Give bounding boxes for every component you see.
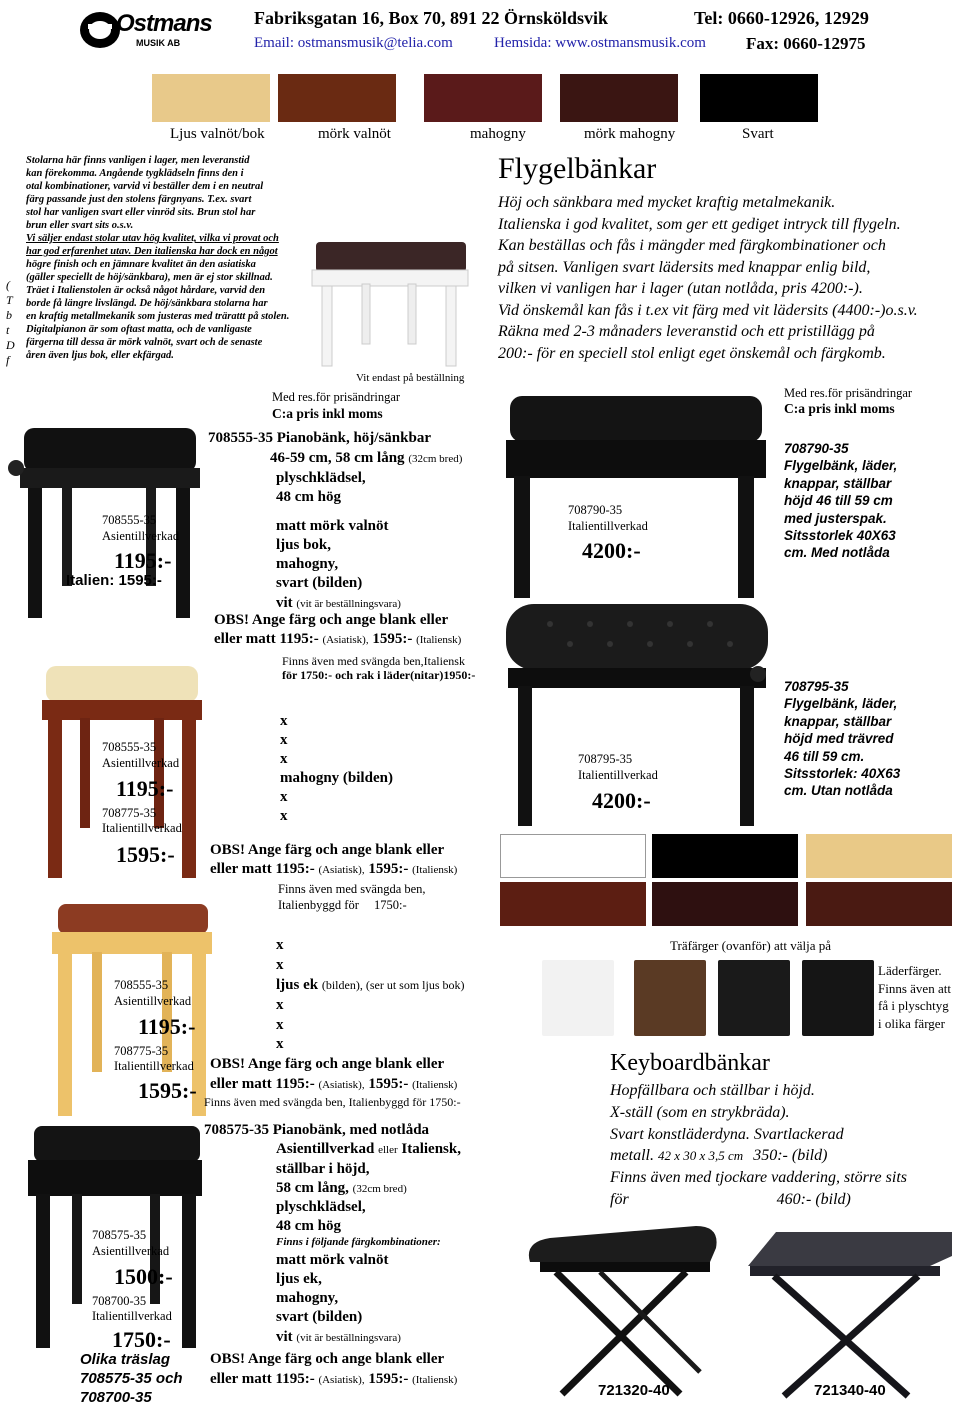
- leather-color-swatch: [542, 960, 614, 1036]
- flygel-line: på sitsen. Vanligen svart lädersits med knappar enlig bild,: [498, 258, 871, 276]
- flygel-line: Vid önskemål kan fås i t.ex vit färg med vit lädersits (4400:-)o.s.v.: [498, 301, 918, 319]
- bench4-line2a: Asientillverkad: [276, 1141, 375, 1157]
- option-line: med justerspak.: [784, 510, 887, 526]
- flygel-color-swatch: [500, 882, 646, 926]
- bench4-line5: plyschklädsel,: [276, 1199, 366, 1215]
- option-line: 708575-35 och: [80, 1370, 183, 1387]
- bench1-obs2-mid: 1595:-: [372, 631, 413, 647]
- leather-color-swatch: [634, 960, 706, 1036]
- bench4-line2c: Italiensk,: [401, 1141, 461, 1157]
- intro-note-line: borde få längre livslängd. De höj/sänkbara stolarna har: [26, 298, 268, 309]
- bench2-obs2: [210, 861, 457, 878]
- bench1-options: [276, 469, 389, 593]
- bench4-origin2: Italientillverkad: [92, 1309, 172, 1323]
- bench3-origin1: Asientillverkad: [114, 994, 192, 1008]
- option-line: ljus bok,: [276, 537, 332, 553]
- intro-note-line: har god erfarenhet utav. Den italienska har dock en något: [26, 246, 278, 257]
- bench2-extra2a: Italienbyggd för: [278, 898, 359, 912]
- intro-note-line: en kraftig metallmekanik som justeras med trärattt på stolen.: [26, 311, 290, 322]
- header-address: Fabriksgatan 16, Box 70, 891 22 Örnsköldsvik: [254, 8, 609, 28]
- bench4-line2: [276, 1141, 461, 1158]
- bench4-line4-small: (32cm bred): [352, 1183, 407, 1195]
- bench2-extra1: Finns även med svängda ben,: [278, 882, 426, 896]
- flygel-line: Räkna med 2-3 månaders leveranstid och ett pristillägg på: [498, 323, 875, 340]
- flygel-description: [498, 192, 918, 364]
- header-website[interactable]: Hemsida: www.ostmansmusik.com: [494, 35, 706, 51]
- option-line: mahogny (bilden): [280, 770, 393, 786]
- bench1-obs2-small1: (Asiatisk),: [322, 634, 369, 646]
- option-line: 46 till 59 cm.: [784, 748, 865, 764]
- bench2-obs2-small2: (Italiensk): [412, 864, 458, 876]
- bench1-vit: [276, 595, 401, 612]
- flygel1-photo: [500, 388, 770, 602]
- header-email[interactable]: Email: ostmansmusik@telia.com: [254, 35, 453, 51]
- bench2-obs2-small1: (Asiatisk),: [318, 864, 365, 876]
- option-line: knappar, ställbar: [784, 475, 892, 491]
- bench3-price1: 1195:-: [138, 1014, 196, 1039]
- bench1-vit-main: vit: [276, 595, 293, 611]
- side-letter: (: [6, 278, 10, 292]
- intro-note: [26, 154, 296, 362]
- bench1-obs1: OBS! Ange färg och ange blank eller: [214, 612, 449, 628]
- bench4-vit: [276, 1329, 401, 1346]
- bench4-colors: [276, 1251, 389, 1327]
- price-note-left-line2: C:a pris inkl moms: [272, 406, 383, 421]
- keyboard-line2: X-ställ (som en strykbräda).: [610, 1104, 790, 1121]
- intro-note-line: (gäller speciellt de höj/sänkbara), men är ej stor skillnad.: [26, 272, 273, 283]
- flygel2-code: 708795-35: [578, 752, 633, 766]
- option-line: matt mörk valnöt: [276, 518, 389, 534]
- intro-note-line: högre finish och en jämnare kvalitet än den asiatiska: [26, 259, 256, 270]
- bench1-label-origin: Asientillverkad: [102, 529, 180, 543]
- keyboard-line4a: metall.: [610, 1147, 654, 1164]
- wood-swatch-label: mörk mahogny: [584, 126, 676, 142]
- intro-note-line: färgerna till dessa är mörk valnöt, svart och de senaste: [26, 337, 263, 348]
- flygel2-price: 4200:-: [592, 788, 651, 813]
- option-line: 708700-35: [80, 1389, 152, 1404]
- bench3-obs2-mid: 1595:-: [368, 1076, 409, 1092]
- option-line: höjd 46 till 59 cm: [784, 493, 893, 509]
- bench1-label-price: 1195:-: [114, 548, 172, 573]
- bench4-obs1: OBS! Ange färg och ange blank eller: [210, 1351, 445, 1367]
- option-line: svart (bilden): [276, 1309, 363, 1325]
- bench4-vit-small: (vit är beställningsvara): [296, 1332, 401, 1344]
- keyboard-title: Keyboardbänkar: [610, 1050, 770, 1076]
- bench4-origin1: Asientillverkad: [92, 1244, 170, 1258]
- option-line: Läderfärger.: [878, 963, 942, 978]
- price-note-right-line1: Med res.för prisändringar: [784, 386, 913, 400]
- white-bench-caption: Vit endast på beställning: [356, 372, 465, 384]
- leather-caption: [878, 962, 951, 1032]
- bench4-combo-note: Finns i följande färgkombinationer:: [276, 1236, 441, 1248]
- bench3-obs1: OBS! Ange färg och ange blank eller: [210, 1056, 445, 1072]
- side-letter: t: [6, 323, 10, 337]
- wood-swatch-label: Svart: [742, 126, 774, 142]
- bench3-ljus-small: (bilden), (ser ut som ljus bok): [321, 978, 465, 992]
- intro-note-line: Digitalpianon är som oftast matta, och de vanligaste: [26, 324, 252, 335]
- bench4-line3: ställbar i höjd,: [276, 1161, 370, 1177]
- bench3-line1: x: [276, 937, 284, 953]
- bench2-obs2-main: eller matt 1195:-: [210, 861, 315, 877]
- bench3-origin2: Italientillverkad: [114, 1059, 194, 1073]
- keyboard-code1: 721320-40: [598, 1382, 670, 1399]
- bench1-extra1: Finns även med svängda ben,Italiensk: [282, 654, 465, 668]
- bench1-dims-small: (32cm bred): [408, 453, 463, 465]
- bench1-vit-small: (vit är beställningsvara): [296, 598, 401, 610]
- option-line: mahogny,: [276, 1290, 339, 1306]
- flygel-title: Flygelbänkar: [498, 152, 657, 185]
- price-note-right-line2: C:a pris inkl moms: [784, 401, 895, 416]
- option-line: mahogny,: [276, 556, 339, 572]
- wood-swatch-label: mahogny: [470, 126, 526, 142]
- flygel1-origin: Italientillverkad: [568, 519, 648, 533]
- flygel-color-swatch: [806, 882, 952, 926]
- intro-note-line: brun eller svart sits o.s.v.: [26, 220, 134, 231]
- option-line: Olika träslag: [80, 1351, 171, 1368]
- intro-note-line: färg passande just den stolens färgnyans. T.ex. svart: [26, 194, 252, 205]
- flygel-line: 200:- för en speciell stol enligt eget önskemål och färgkomb.: [498, 344, 886, 362]
- bench4-line6: 48 cm hög: [276, 1218, 341, 1234]
- bench4-price2: 1750:-: [112, 1327, 171, 1352]
- bench3-obs2: [210, 1076, 457, 1093]
- option-line: i olika färger: [878, 1015, 945, 1031]
- option-line: Sitsstorlek: 40X63: [784, 766, 901, 782]
- intro-note-line: otal kombinationer, varvid vi beställer dem i en neutral: [26, 181, 264, 192]
- keyboard-line6: [610, 1191, 851, 1209]
- bench4-price1: 1500:-: [114, 1264, 173, 1289]
- flygel1-spec: [784, 440, 897, 562]
- side-letter: T: [6, 293, 13, 307]
- option-line: x: [280, 751, 288, 767]
- bench4-code2: 708700-35: [92, 1294, 147, 1308]
- flygel-color-swatch: [806, 834, 952, 878]
- wood-swatch: [152, 74, 270, 122]
- flygel2-origin: Italientillverkad: [578, 768, 658, 782]
- bench1-obs2: [214, 631, 461, 648]
- bench1-extra2: för 1750:- och rak i läder(nitar)1950:-: [282, 668, 476, 682]
- bench1-obs2-small2: (Italiensk): [416, 634, 462, 646]
- bench4-code1: 708575-35: [92, 1228, 147, 1242]
- flygel-line: Italienska i god kvalitet, som ger ett gediget intryck till flygeln.: [498, 215, 901, 233]
- flygel-line: Höj och sänkbara med mycket kraftig metalmekanik.: [498, 194, 836, 211]
- keyboard-line3: Svart konstläderdyna. Svartlackerad: [610, 1126, 844, 1143]
- flygel-color-swatch: [500, 834, 646, 878]
- intro-note-line: kan förekomma. Angående tygklädseln finns den i: [26, 168, 244, 179]
- bench3-obs2-main: eller matt 1195:-: [210, 1076, 315, 1092]
- bench2-extra2b: 1750:-: [374, 898, 407, 912]
- option-line: cm. Utan notlåda: [784, 783, 893, 799]
- intro-note-line: Träet i Italienstolen är också något hårdare, varvid den: [26, 285, 266, 296]
- flygel1-code: 708790-35: [568, 503, 623, 517]
- bench2-extra2: [278, 898, 407, 913]
- bench4-line4: [276, 1180, 407, 1197]
- bench3-ljus-main: ljus ek: [276, 977, 319, 993]
- keyboard-line4c: 350:- (bild): [753, 1147, 828, 1164]
- wood-swatch-label: mörk valnöt: [318, 126, 391, 142]
- bench2-obs2-mid: 1595:-: [368, 861, 409, 877]
- wood-colors-caption: Träfärger (ovanför) att välja på: [670, 938, 831, 953]
- bench4-line4-main: 58 cm lång,: [276, 1180, 349, 1196]
- leather-color-swatch: [718, 960, 790, 1036]
- bench1-title: 708555-35 Pianobänk, höj/sänkbar: [208, 430, 431, 446]
- bench2-price2: 1595:-: [116, 842, 175, 867]
- bench3-code2: 708775-35: [114, 1044, 169, 1058]
- bench2-origin1: Asientillverkad: [102, 756, 180, 770]
- bench2-options: [280, 712, 393, 826]
- keyboard-line6b: 460:- (bild): [776, 1191, 851, 1208]
- bench4-title: 708575-35 Pianobänk, med notlåda: [204, 1122, 430, 1138]
- bench1-dims-main: 46-59 cm, 58 cm lång: [270, 450, 405, 466]
- bench3-ljus: [276, 976, 465, 995]
- bench1-label-code: 708555-35: [102, 513, 157, 527]
- keyboard-line4b: 42 x 30 x 3,5 cm: [658, 1148, 744, 1163]
- option-line: Sitsstorlek 40X63: [784, 528, 896, 544]
- flygel1-price: 4200:-: [582, 538, 641, 563]
- flygel-line: Kan beställas och fås i mängder med färgkombinationer och: [498, 237, 886, 254]
- wood-swatch: [560, 74, 678, 122]
- price-note-left-line1: Med res.för prisändringar: [272, 390, 401, 404]
- wood-swatch: [278, 74, 396, 122]
- bench3-obs2-small1: (Asiatisk),: [318, 1079, 365, 1091]
- header-fax: Fax: 0660-12975: [746, 34, 866, 53]
- bench2-obs1: OBS! Ange färg och ange blank eller: [210, 842, 445, 858]
- option-line: x: [280, 732, 288, 748]
- keyboard-line5: Finns även med tjockare vaddering, större sits: [610, 1169, 907, 1186]
- bench3-extra: Finns även med svängda ben, Italienbyggd för 1750:-: [204, 1095, 461, 1109]
- flygel2-spec: [784, 678, 900, 800]
- option-line: Finns även att: [878, 980, 951, 996]
- bench2-code2: 708775-35: [102, 806, 157, 820]
- option-line: 708790-35: [784, 441, 849, 456]
- bench4-obs2-small2: (Italiensk): [412, 1374, 458, 1386]
- option-line: plyschklädsel,: [276, 470, 366, 486]
- bench2-price1: 1195:-: [116, 776, 174, 801]
- option-line: matt mörk valnöt: [276, 1252, 389, 1268]
- option-line: svart (bilden): [276, 575, 363, 591]
- bench4-obs2-mid: 1595:-: [368, 1371, 409, 1387]
- option-line: x: [280, 808, 288, 824]
- bench3-line2: x: [276, 957, 284, 973]
- side-letter: D: [6, 338, 15, 352]
- white-bench-photo: [306, 234, 474, 372]
- option-line: knappar, ställbar: [784, 713, 892, 729]
- bench4-wood-note: [80, 1350, 183, 1404]
- option-line: ljus ek,: [276, 1271, 322, 1287]
- keyboard-line1: Hopfällbara och ställbar i höjd.: [610, 1082, 815, 1099]
- bench3-line6: x: [276, 1036, 284, 1052]
- flygel-color-swatch: [652, 834, 798, 878]
- option-line: x: [280, 713, 288, 729]
- intro-note-line: åren även ljus bok, eller ekfärgad.: [26, 350, 174, 361]
- option-line: Flygelbänk, läder,: [784, 458, 898, 474]
- intro-note-line: Vi säljer endast stolar utav hög kvalitet, vilka vi provat och: [26, 233, 279, 244]
- bench2-code1: 708555-35: [102, 740, 157, 754]
- logo-text: Ostmans: [116, 10, 212, 37]
- wood-swatch-label: Ljus valnöt/bok: [170, 126, 265, 142]
- option-line: höjd med trävred: [784, 731, 894, 747]
- keyboard-line4: [610, 1147, 827, 1165]
- wood-swatch: [424, 74, 542, 122]
- keyboard-line6a: för: [610, 1191, 629, 1208]
- flygel-line: vilken vi vanligen har i lager (utan notlåda, pris 4200:-).: [498, 280, 863, 297]
- bench3-line4: x: [276, 997, 284, 1013]
- option-line: x: [280, 789, 288, 805]
- bench4-line2b: eller: [378, 1144, 398, 1156]
- intro-note-line: stol har vanligen svart eller vinröd sits. Brun stol har: [26, 207, 256, 218]
- bench3-price2: 1595:-: [138, 1078, 197, 1103]
- keyboard-code2: 721340-40: [814, 1382, 886, 1399]
- bench1-label-italy: Italien: 1595:-: [66, 572, 162, 589]
- leather-color-swatch: [802, 960, 874, 1036]
- keyboard-bench1-photo: [510, 1222, 730, 1400]
- intro-note-line: Stolarna här finns vanligen i lager, men leveranstid: [26, 155, 250, 166]
- bench4-vit-main: vit: [276, 1329, 293, 1345]
- side-letter: f: [6, 353, 10, 367]
- bench2-origin2: Italientillverkad: [102, 821, 182, 835]
- keyboard-bench2-photo: [740, 1226, 960, 1400]
- bench4-obs2: [210, 1371, 457, 1388]
- flygel-color-swatch: [652, 882, 798, 926]
- bench3-code1: 708555-35: [114, 978, 169, 992]
- option-line: cm. Med notlåda: [784, 545, 890, 561]
- bench1-obs2-main: eller matt 1195:-: [214, 631, 319, 647]
- option-line: 48 cm hög: [276, 489, 341, 505]
- header-phone: Tel: 0660-12926, 12929: [694, 8, 869, 28]
- bench3-line5: x: [276, 1017, 284, 1033]
- bench1-dims: [270, 450, 462, 467]
- wood-swatch: [700, 74, 818, 122]
- logo-subtext: MUSIK AB: [136, 38, 181, 48]
- option-line: Flygelbänk, läder,: [784, 696, 898, 712]
- side-letter: b: [6, 308, 12, 322]
- bench4-obs2-small1: (Asiatisk),: [318, 1374, 365, 1386]
- bench3-obs2-small2: (Italiensk): [412, 1079, 458, 1091]
- bench4-obs2-main: eller matt 1195:-: [210, 1371, 315, 1387]
- option-line: 708795-35: [784, 679, 849, 694]
- option-line: få i plyschtyg: [878, 998, 949, 1013]
